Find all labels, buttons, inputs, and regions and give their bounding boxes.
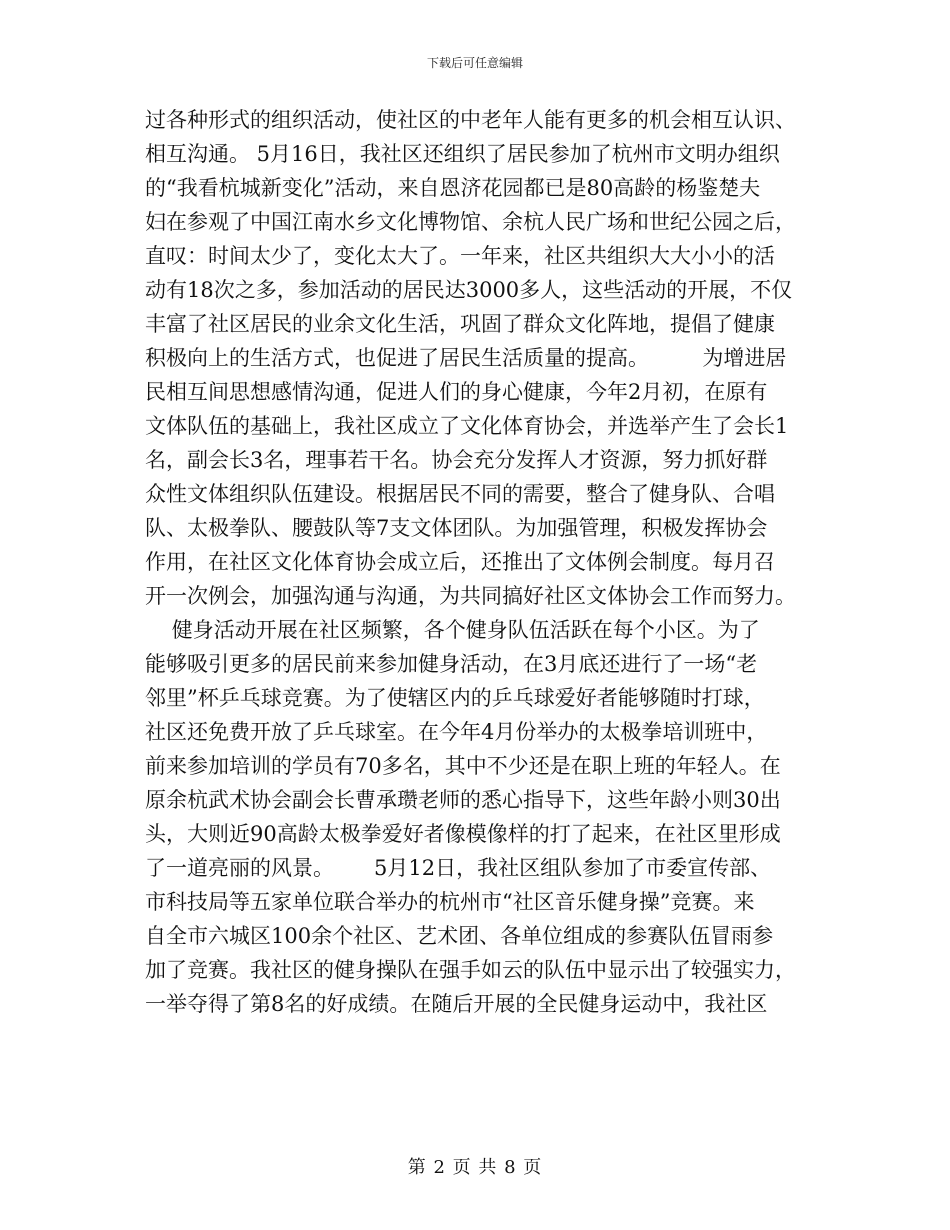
text-line: 动有18次之多，参加活动的居民达3000多人，这些活动的开展，不仅	[145, 278, 793, 302]
text-line: 邻里”杯乒乓球竞赛。为了使辖区内的乒乓球爱好者能够随时打球，	[145, 686, 765, 710]
text-line: 妇在参观了中国江南水乡文化博物馆、余杭人民广场和世纪公园之后，	[145, 210, 796, 234]
text-line: 原余杭武术协会副会长曹承瓒老师的悉心指导下，这些年龄小则30出	[145, 788, 781, 812]
text-line: 健身活动开展在社区频繁，各个健身队伍活跃在每个小区。为了	[145, 618, 760, 642]
document-body	[145, 103, 817, 1021]
text-line: 积极向上的生活方式，也促进了居民生活质量的提高。 为增进居	[145, 346, 787, 370]
text-line: 过各种形式的组织活动，使社区的中老年人能有更多的机会相互认识、	[145, 108, 796, 132]
text-line: 的“我看杭城新变化”活动，来自恩济花园都已是80高龄的杨鉴楚夫	[145, 176, 761, 200]
text-line: 社区还免费开放了乒乓球室。在今年4月份举办的太极拳培训班中，	[145, 720, 768, 744]
text-line: 头，大则近90高龄太极拳爱好者像模像样的打了起来，在社区里形成	[145, 822, 781, 846]
page-number: 第 2 页 共 8 页	[407, 1157, 543, 1178]
text-line: 队、太极拳队、腰鼓队等7支文体团队。为加强管理，积极发挥协会	[145, 516, 768, 540]
text-line: 加了竞赛。我社区的健身操队在强手如云的队伍中显示出了较强实力，	[145, 958, 796, 982]
text-line: 市科技局等五家单位联合举办的杭州市“社区音乐健身操”竞赛。来	[145, 890, 755, 914]
text-line: 名，副会长3名，理事若干名。协会充分发挥人才资源，努力抓好群	[145, 448, 768, 472]
text-line: 相互沟通。 5月16日，我社区还组织了居民参加了杭州市文明办组织	[145, 142, 780, 166]
page-header: 下载后可任意编辑	[426, 56, 523, 70]
text-line: 作用，在社区文化体育协会成立后，还推出了文体例会制度。每月召	[145, 550, 775, 574]
text-line: 前来参加培训的学员有70多名，其中不少还是在职上班的年轻人。在	[145, 754, 781, 778]
text-line: 了一道亮丽的风景。 5月12日，我社区组队参加了市委宣传部、	[145, 856, 772, 880]
text-line: 直叹：时间太少了，变化太大了。一年来，社区共组织大大小小的活	[145, 244, 775, 268]
text-line: 民相互间思想感情沟通，促进人们的身心健康，今年2月初，在原有	[145, 380, 768, 404]
text-line: 能够吸引更多的居民前来参加健身活动，在3月底还进行了一场“老	[145, 652, 758, 676]
text-line: 开一次例会，加强沟通与沟通，为共同搞好社区文体协会工作而努力。	[145, 584, 796, 608]
text-line: 文体队伍的基础上，我社区成立了文化体育协会，并选举产生了会长1	[145, 414, 789, 438]
text-line: 丰富了社区居民的业余文化生活，巩固了群众文化阵地，提倡了健康	[145, 312, 775, 336]
text-line: 自全市六城区100余个社区、艺术团、各单位组成的参赛队伍冒雨参	[145, 924, 774, 948]
text-line: 众性文体组织队伍建设。根据居民不同的需要，整合了健身队、合唱	[145, 482, 775, 506]
text-line: 一举夺得了第8名的好成绩。在随后开展的全民健身运动中，我社区	[145, 992, 768, 1016]
